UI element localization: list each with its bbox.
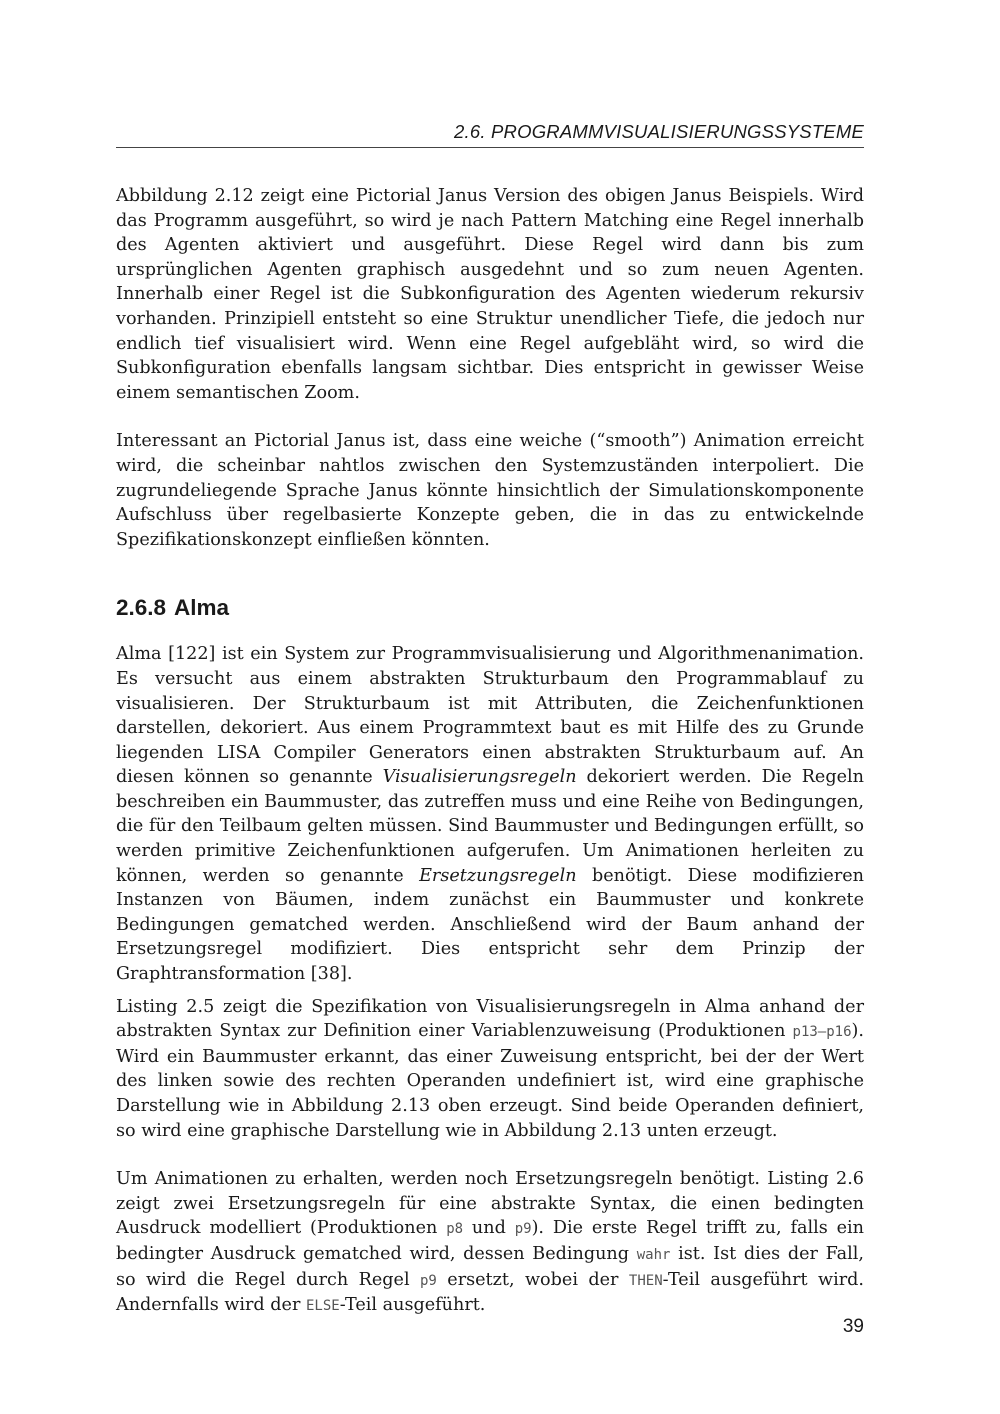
code-wahr: wahr [636,1246,671,1263]
section-heading [116,594,864,622]
code-else: ELSE [305,1298,340,1315]
text-run: Listing 2.5 zeigt die Spezifikation von Visualisierungsregeln in Alma anhand der abstrakten Syntax zur Definition einer Variablenzuweisung (Produktionen [116,996,864,1042]
code-productions: p13–p16 [792,1024,852,1041]
code-then: THEN [628,1272,663,1289]
paragraph-listing-2-6 [116,1167,864,1319]
emphasis-ersetzungsregeln: Ersetzungsregeln [419,865,577,886]
text-run: benötigt. Diese modifizieren Instanzen von Bäumen, indem zunächst ein Baummuster und konkrete Bedingungen gematched werden. Anschließend wird der Baum anhand der Ersetzungsregel modifiziert. Dies entspricht sehr dem Prinzip der Graphtransformation [38]. [116,865,864,985]
text-run: ). Die erste Regel trifft zu, falls ein bedingter Ausdruck gematched wird, dessen Bedingung [116,1218,864,1264]
paragraph-listing-2-5 [116,995,864,1144]
text-run: ersetzt, wobei der [436,1269,629,1290]
running-header: 2.6. PROGRAMMVISUALISIERUNGSSYSTEME [454,121,864,142]
page-body [116,184,864,1319]
text-run: dekoriert werden. Die Regeln beschreiben ein Baummuster, das zutreffen muss und eine Reihe von Bedingungen, die für den Teilbaum gelten müssen. Sind Baummuster und Bedingungen erfüllt, so werden primitive Zeichenfunktionen aufgerufen. Um Animationen herleiten zu können, werden so genannte [116,767,864,886]
page-number: 39 [842,1316,864,1337]
section-number: 2.6.8 [116,595,167,621]
paragraph-pictorial-janus: Abbildung 2.12 zeigt eine Pictorial Janus Version des obigen Janus Beispiels. Wird das Programm ausgeführt, so wird je nach Pattern Matching eine Regel innerhalb des Agenten aktiviert und ausgeführt. Diese Regel wird dann bis zum ursprünglichen Agenten graphisch ausgedehnt und so zum neuen Agenten. Innerhalb einer Regel ist die Subkonfiguration des Agenten wiederum rekursiv vorhanden. Prinzipiell entsteht so eine Struktur unendlicher Tiefe, die jedoch nur endlich tief visualisiert wird. Wenn eine Regel aufgebläht wird, so wird die Subkonfiguration ebenfalls langsam sichtbar. Dies entspricht in gewisser Weise einem semantischen Zoom. [116,186,864,403]
text-run: ). Wird ein Baummuster erkannt, das einer Zuweisung entspricht, bei der der Wert des linken sowie des rechten Operanden undefiniert ist, wird eine graphische Darstellung wie in Abbildung 2.13 oben erzeugt. Sind beide Operanden definiert, so wird eine graphische Darstellung wie in Abbildung 2.13 unten erzeugt. [116,1021,864,1141]
code-p8: p8 [446,1221,464,1238]
emphasis-visualisierungsregeln: Visualisierungsregeln [382,767,577,788]
paragraph-smooth-animation: Interessant an Pictorial Janus ist, dass eine weiche (“smooth”) Animation erreicht wird, die scheinbar nahtlos zwischen den Systemzuständen interpoliert. Die zugrundeliegende Sprache Janus könnte hinsichtlich der Simulationskomponente Aufschluss über regelbasierte Konzepte geben, die in das zu entwickelnde Spezifikationskonzept einfließen könnten. [116,431,864,550]
paragraph-alma-intro [116,642,864,986]
code-p9: p9 [420,1272,437,1289]
text-run: ist. Ist dies der Fall, so wird die Regel durch Regel [116,1243,865,1290]
section-title: Alma [174,595,230,621]
text-run: Um Animationen zu erhalten, werden noch Ersetzungsregeln benötigt. Listing 2.6 zeigt zwei Ersetzungsregeln für eine abstrakte Syntax, die einen bedingten Ausdruck modelliert (Produktionen [116,1169,864,1239]
text-run: -Teil ausgeführt wird. Andernfalls wird der [116,1269,864,1316]
header-rule [116,147,864,148]
text-run: -Teil ausgeführt. [339,1295,486,1316]
code-p9: p9 [514,1221,532,1238]
text-run: Alma [122] ist ein System zur Programmvisualisierung und Algorithmenanimation. Es versucht aus einem abstrakten Strukturbaum den Programmablauf zu visualisieren. Der Strukturbaum ist mit Attributen, die Zeichenfunktionen darstellen, dekoriert. Aus einem Programmtext baut es mit Hilfe des zu Grunde liegenden LISA Compiler Generators einen abstrakten Strukturbaum auf. An diesen können so genannte [116,644,864,788]
text-run: und [463,1218,515,1239]
